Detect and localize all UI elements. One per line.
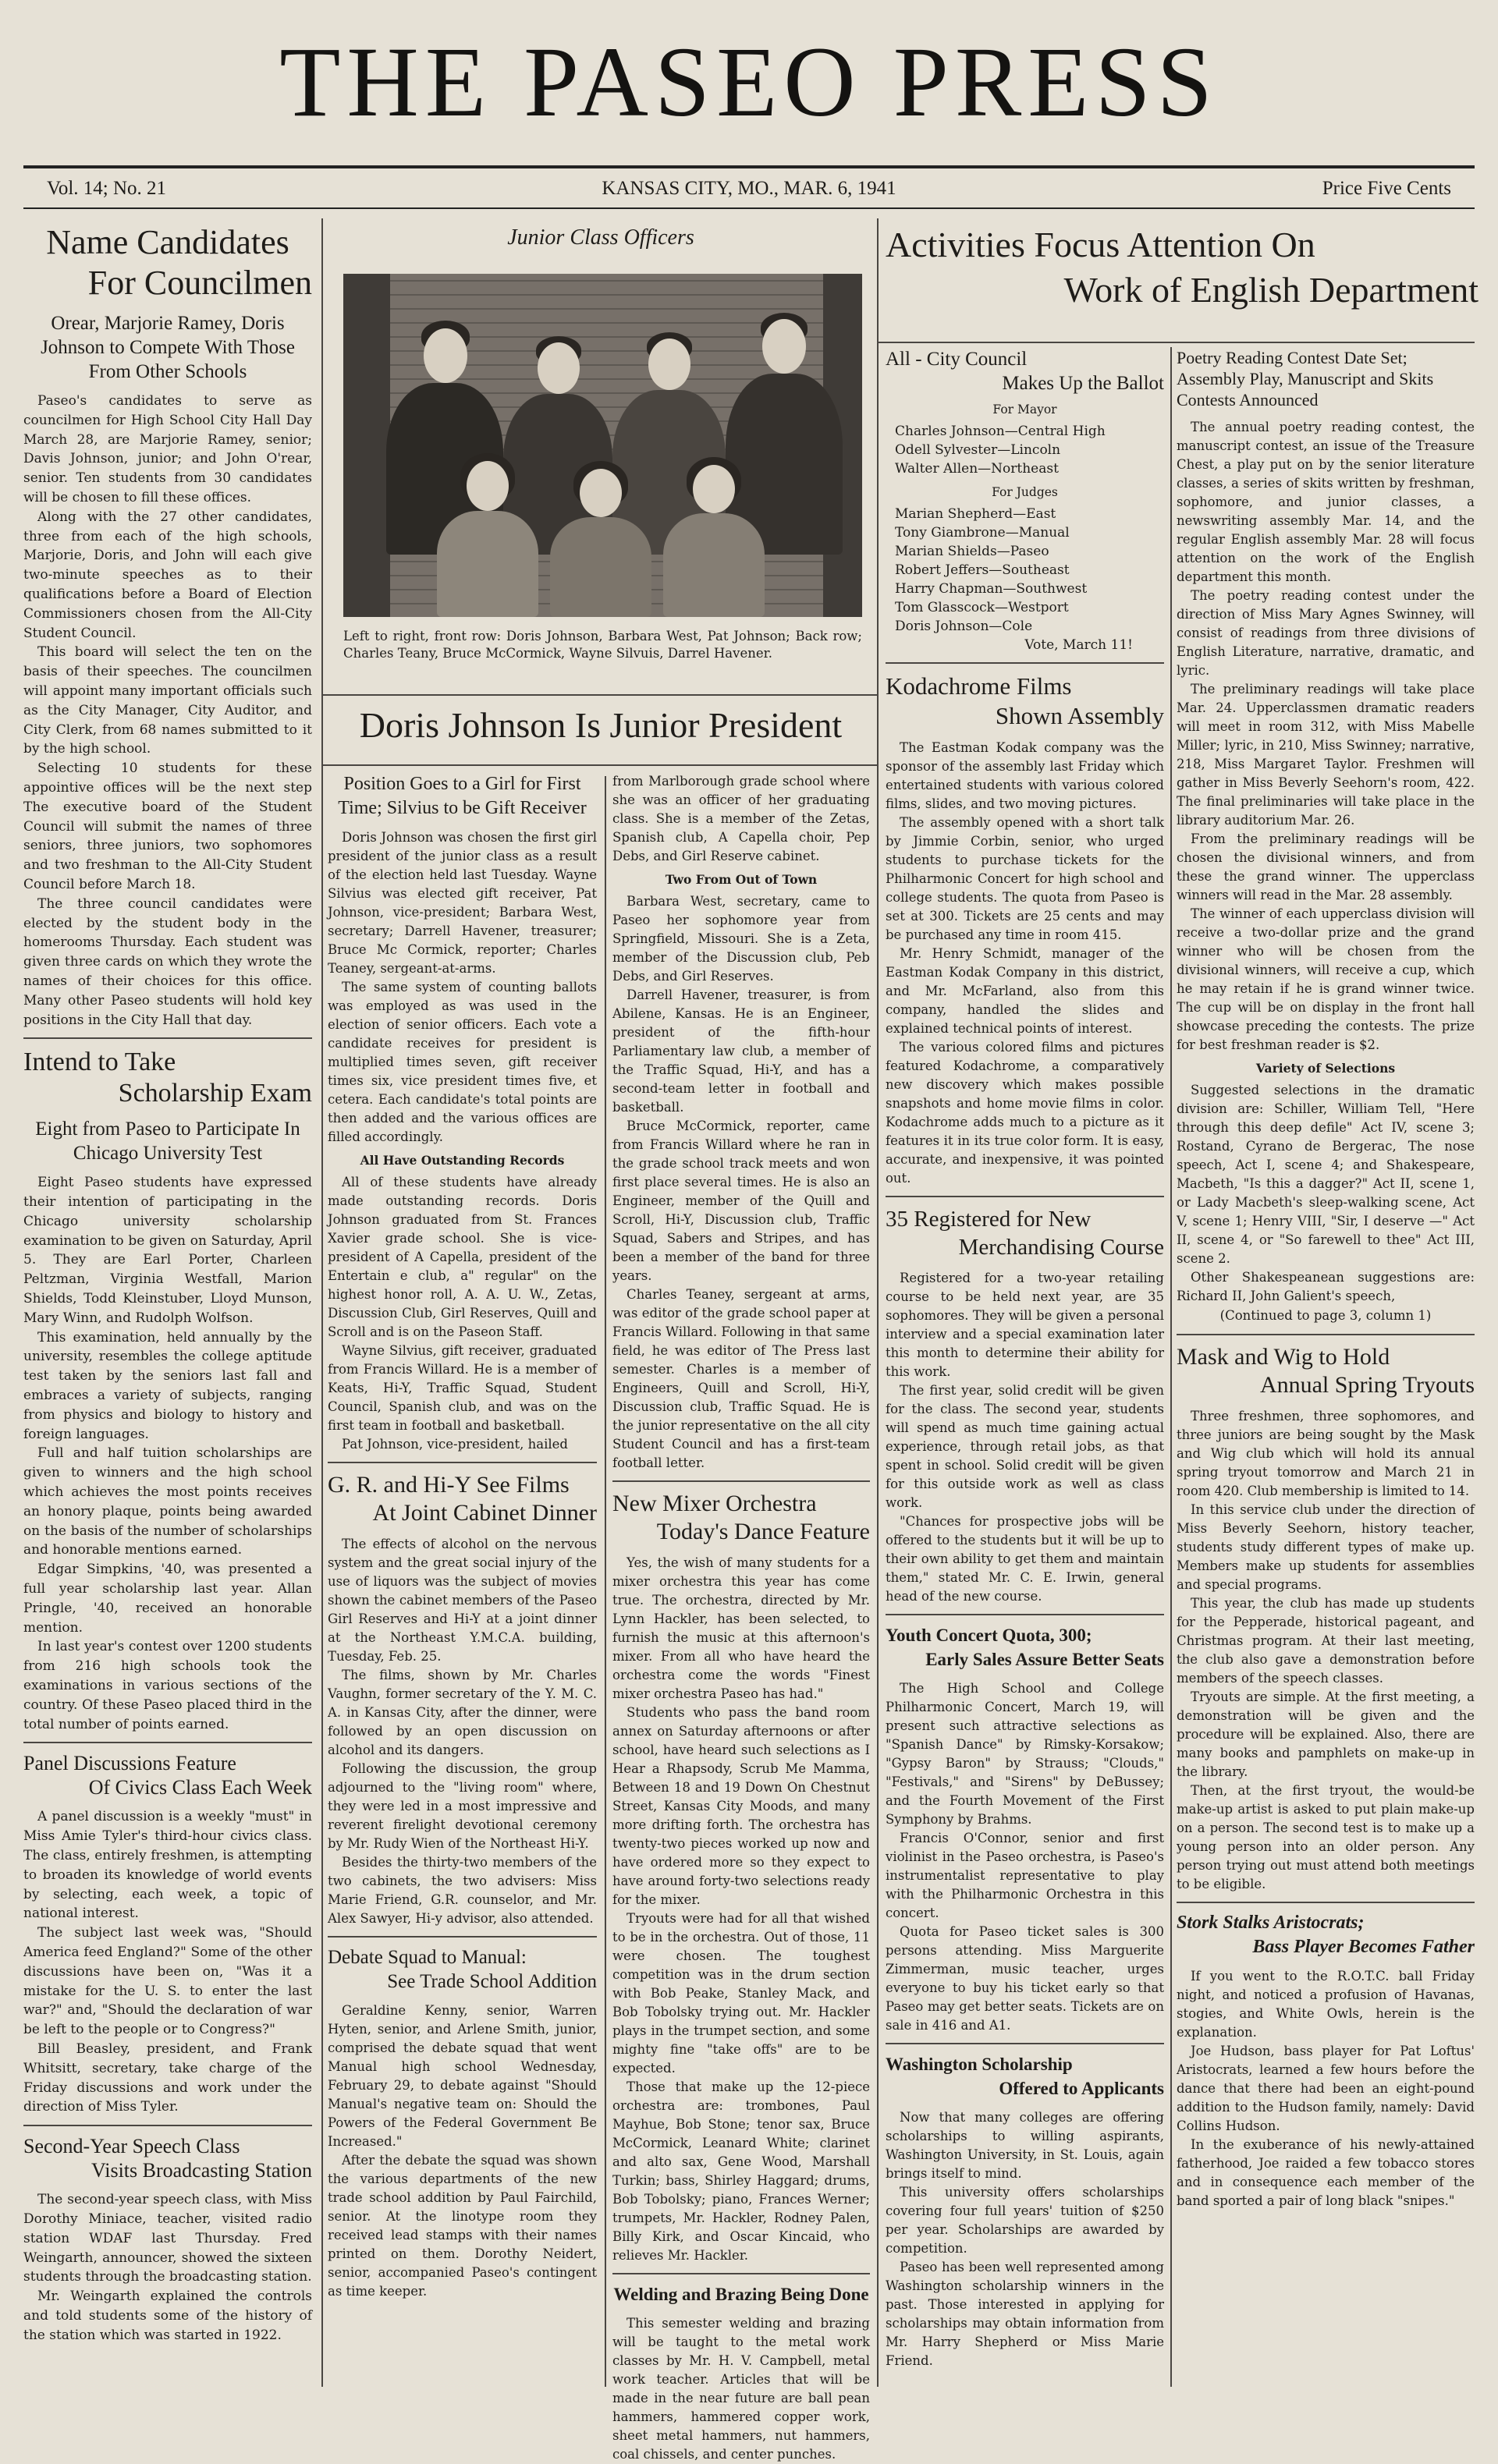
column-rule — [1170, 347, 1172, 2387]
divider — [886, 2043, 1164, 2044]
article-youth-concert — [886, 1623, 1164, 2035]
paragraph: "Chances for prospective jobs will be offered to the students but it will be up to their own ability to get them and maintain them," stated Mr. C. E. Irwin, general head of the new course. — [886, 1514, 1164, 1604]
continued-note: (Continued to page 3, column 1) — [1219, 1308, 1432, 1323]
paragraph: Selecting 10 students for these appointive offices will be the next step The executive board of the Student Council will submit the names of three seniors, three juniors, two sophomores and two freshman to the All-City Student Council before March 18. — [23, 760, 312, 892]
headline-line-2: At Joint Cabinet Dinner — [372, 1500, 597, 1526]
divider — [321, 694, 877, 696]
column-rule — [321, 218, 323, 2387]
article-doris-johnson-continued — [612, 772, 870, 1473]
list-item: Walter Allen—Northeast — [895, 461, 1059, 477]
headline-line-2: Today's Dance Feature — [656, 1519, 870, 1544]
paragraph: The assembly opened with a short talk by Jimmie Corbin, senior, who urged students to purchase tickets for the Philharmonic Concert for high school and college students. The quota from Paseo is set at 300. Tickets are 25 cents and may be purchased any time in room 415. — [886, 815, 1164, 942]
column-3 — [612, 772, 870, 2462]
paragraph: Edgar Simpkins, '40, was presented a full year scholarship last year. Allan Pringle, '40, received an honorable mention. — [23, 1562, 312, 1636]
paragraph: Suggested selections in the dramatic division are: Schiller, William Tell, "Here through this deep defile" Act IV, scene 3; Rostand, Cyrano de Bergerac, The nose speech, Act I, scene 4; and Shakespeare, Macbeth, "Is this a dagger?" Act II, scene 1, or Lady Macbeth's sleep-walking scene, Act V, scene 1; Henry VIII, "Sir, I deserve —" Act II, scene 4, or "So farewell to thee" Act III, scene 2. — [1177, 1083, 1475, 1266]
deck: Position Goes to a Girl for First Time; Silvius to be Gift Receiver — [338, 774, 587, 818]
article-scholarship-exam — [23, 1047, 312, 1734]
subhead: All Have Outstanding Records — [360, 1153, 565, 1168]
article-merchandising-course — [886, 1205, 1164, 1606]
headline: Second-Year Speech Class — [23, 2135, 240, 2158]
divider — [23, 2125, 312, 2126]
headline: Name Candidates — [46, 223, 289, 261]
paragraph: In last year's contest over 1200 students from 216 high schools took the examinations in various sections of the country. Of these Paseo placed third in the total number of points earned. — [23, 1639, 312, 1732]
paragraph: This year, the club has made up students for the Pepperade, historical pageant, and Christmas program. At their last meeting, the club also gave a demonstration before members of the speech classes. — [1177, 1596, 1475, 1686]
paragraph: Barbara West, secretary, came to Paseo her sophomore year from Springfield, Missouri. She is a Zeta, member of the Discussion club, Peb Debs, and Girl Reserves. — [612, 894, 870, 984]
column-4 — [886, 347, 1164, 2387]
paragraph: The subject last week was, "Should America feed England?" Some of the other discussions have been on, "Was it a mistake for the U. S. to enter the last war?" and, "Should the declaration of war be left to the people or to Congress?" — [23, 1925, 312, 2038]
paragraph: The preliminary readings will take place Mar. 24. Upperclassmen dramatic readers will meet in room 312, with Miss Mabelle Miller; lyric, in 210, Miss Swinney; narrative, 218, Miss Margaret Taylor. Freshmen will gather in Miss Beverly Seehorn's room, 422. The final preliminaries will take place in the library auditorium Mar. 26. — [1177, 682, 1475, 828]
list-item: Tom Glasscock—Westport — [895, 600, 1069, 615]
article-mixer-orchestra — [612, 1490, 870, 2265]
paragraph: In the exuberance of his newly-attained fatherhood, Joe raided a few tobacco stores and in consequence each member of the band sported a pair of long black "snipes." — [1177, 2137, 1475, 2208]
junior-officers-photo-block — [332, 222, 870, 690]
headline-line-2: Offered to Applicants — [999, 2079, 1164, 2098]
column-rule — [605, 776, 606, 2387]
list-item: Charles Johnson—Central High — [895, 424, 1106, 439]
headline-line-2: Shown Assembly — [995, 702, 1164, 729]
headline-line-2: Merchandising Course — [958, 1235, 1164, 1260]
article-doris-johnson — [328, 772, 597, 1454]
paragraph: The films, shown by Mr. Charles Vaughn, former secretary of the Y. M. C. A. in Kansas City, after the dinner, were followed by an open discussion on alcohol and its dangers. — [328, 1668, 597, 1757]
paragraph: Charles Teaney, sergeant at arms, was editor of the grade school paper at Francis Willard. Following in that same field, he was editor of The Press last semester. Charles is a member of Engineers, Quill and Scroll, Hi-Y, Discussion club, Traffic Squad. He is the junior representative on the all city Student Council and has a first-team football letter. — [612, 1287, 870, 1470]
subhead: Variety of Selections — [1255, 1061, 1396, 1076]
headline-line-2: Work of English Department — [1063, 270, 1478, 310]
paragraph: Along with the 27 other candidates, three from each of the high schools, Marjorie, Doris, and John will each give two-minute speeches as to their qualifications before a Board of Election Commissioners chosen from the All-City Student Council. — [23, 509, 312, 641]
paragraph: Bill Beasley, president, and Frank Whitsitt, secretary, take charge of the Friday discussions and work under the direction of Miss Tyler. — [23, 2040, 312, 2115]
masthead-rule — [23, 165, 1475, 168]
article-panel-discussions — [23, 1751, 312, 2117]
article-washington-scholarship — [886, 2052, 1164, 2370]
mayor-candidates — [886, 422, 1164, 478]
deck: Eight from Paseo to Participate In Chicago University Test — [35, 1119, 300, 1165]
paragraph: Then, at the first tryout, the would-be make-up artist is asked to put plain make-up on a person. The second test is to make up a young person into an older person. Any person trying out must attend both meetings to be eligible. — [1177, 1783, 1475, 1891]
paragraph: Darrell Havener, treasurer, is from Abilene, Kansas. He is an Engineer, president of the fifth-hour Parliamentary law club, a member of the Traffic Squad, Hi-Y, and has a second-team letter in football and basketball. — [612, 987, 870, 1115]
paragraph: Pat Johnson, vice-president, hailed — [342, 1437, 568, 1452]
paragraph: Bruce McCormick, reporter, came from Francis Willard where he ran in the grade school track meets and won first place several times. He is also an Engineer, member of the Quill and Scroll, Hi-Y, Discussion club, Traffic Squad, Sabers and Stripes, and has been a member of the band for three years. — [612, 1119, 870, 1283]
paragraph: After the debate the squad was shown the various departments of the new trade school addition by Paul Fairchild, senior. At the linotype room they received lead stamps with their names printed on them. Dorothy Neidert, senior, accompanied Paseo's contingent as time keeper. — [328, 2153, 597, 2299]
paragraph: The High School and College Philharmonic Concert, March 19, will present such attractive selections as "Spanish Dance" by Rimsky-Korsakow; "Gypsy Baron" by Strauss; "Clouds," "Festivals," and "Sirens" by DeBussey; and the Fourth Movement of the First Symphony by Brahms. — [886, 1681, 1164, 1827]
divider — [328, 1462, 597, 1463]
divider — [877, 342, 1475, 343]
headline-line-2: Annual Spring Tryouts — [1259, 1372, 1475, 1398]
column-1 — [23, 222, 312, 2391]
article-doris-johnson-headline — [328, 700, 874, 771]
paragraph: Following the discussion, the group adjourned to the "living room" where, they were led in a most impressive and reverent firelight devotional ceremony by Mr. Rudy Wien of the Northeast Hi-Y. — [328, 1761, 597, 1851]
price: Price Five Cents — [1322, 178, 1451, 199]
paragraph: The annual poetry reading contest, the manuscript contest, an issue of the Treasure Chest, a play put on by the senior literature classes, a series of skits written by freshman, sophomore, and junior classes, a newswriting assembly Mar. 14, and the regular English assembly Mar. 28 will focus attention on the work of the English department this month. — [1177, 420, 1475, 584]
divider — [23, 1742, 312, 1743]
paragraph: The winner of each upperclass division will receive a two-dollar prize and the grand winner who will be chosen from the divisional winners, will receive a cup, which he may retain if he is grand winner twice. The cup will be on display in the front hall showcase preceding the contests. The prize for best freshman reader is $2. — [1177, 906, 1475, 1052]
paragraph: Tryouts are simple. At the first meeting, a demonstration will be given and the procedure will be explained. Also, there are many books and pamphlets on make-up in the library. — [1177, 1689, 1475, 1779]
headline: Intend to Take — [23, 1048, 176, 1077]
article-poetry-contest — [1177, 347, 1475, 1326]
vote-date: Vote, March 11! — [1024, 637, 1133, 653]
paragraph: Tryouts were had for all that wished to be in the orchestra. Out of those, 11 were chosen. The toughest competition was in the drum section with Bob Peake, Stanley Mack, and Bob Tobolsky trying out. Mr. Hackler plays in the trumpet section, and some mighty fine "take offs" are to be expected. — [612, 1911, 870, 2076]
headline: All - City Council — [886, 349, 1028, 370]
headline-line-2: Early Sales Assure Better Seats — [925, 1650, 1164, 1669]
headline-line-2: For Councilmen — [87, 264, 312, 302]
subhead: For Mayor — [992, 402, 1057, 417]
dateline — [47, 176, 1451, 204]
paragraph: The first year, solid credit will be given for the class. The second year, students will spend as much time gaining actual experience, through retail jobs, as that spent in school. Solid credit will be given for this outside work as well as class work. — [886, 1383, 1164, 1510]
article-gr-hiy-films — [328, 1471, 597, 1928]
divider — [886, 1196, 1164, 1197]
paragraph: Full and half tuition scholarships are given to winners and the high school which achieves the most points receives an honory plaque, points being awarded on the basis of the number of scholarships and honorable mentions earned. — [23, 1445, 312, 1558]
list-item: Doris Johnson—Cole — [895, 619, 1033, 634]
photo-caption: Left to right, front row: Doris Johnson, Barbara West, Pat Johnson; Back row; Charles Teany, Bruce McCormick, Wayne Silvuis, Darrel Havener. — [343, 629, 862, 661]
paragraph: Other Shakespeanean suggestions are: Richard II, John Galient's speech, — [1177, 1270, 1475, 1303]
list-item: Odell Sylvester—Lincoln — [895, 442, 1061, 458]
person — [437, 453, 538, 617]
place-date: KANSAS CITY, MO., MAR. 6, 1941 — [602, 178, 896, 199]
paragraph: Paseo's candidates to serve as councilmen for High School City Hall Day March 28, are Marjorie Ramey, senior; Davis Johnson, junior; and John O'rear, senior. Ten students from 30 candidates will be chosen to fill these offices. — [23, 393, 312, 505]
paragraph: Yes, the wish of many students for a mixer orchestra this year has come true. The orchestra, directed by Mr. Lynn Hackler, has been selected, to furnish the music at this afternoon's mixer. From all who have heard the orchestra come the words "Finest mixer orchestra Paseo has had." — [612, 1555, 870, 1701]
paragraph: Three freshmen, three sophomores, and three juniors are being sought by the Mask and Wig club which will hold its annual spring tryout tomorrow and March 21 in room 420. Club membership is limited to 14. — [1177, 1409, 1475, 1498]
divider — [328, 1936, 597, 1938]
headline-line-2: Makes Up the Ballot — [1002, 373, 1164, 394]
paragraph: The effects of alcohol on the nervous system and the great social injury of the use of liquors was the subject of movies shown the cabinet members of the Paseo Girl Reserves and Hi-Y at a joint dinner at the Northeast Y.M.C.A. building, Tuesday, Feb. 25. — [328, 1537, 597, 1664]
paragraph: All of these students have already made outstanding records. Doris Johnson graduated from St. Frances Xavier grade school. She is vice-president of A Capella, president of the Entertain e club, a" regular" on the highest honor roll, A. A. U. W., Zetas, Discussion Club, Girl Reserves, Quill and Scroll and is on the Paseon Staff. — [328, 1175, 597, 1339]
paragraph: This semester welding and brazing will be taught to the metal work classes by Mr. H. V. Campbell, metal work teacher. Articles that will be made in the near future are ball pean hammers, hammered copper work, sheet metal hammers, nut hammers, coal chissels, and center punches. — [612, 2316, 870, 2462]
paragraph: Besides the thirty-two members of the two cabinets, the two advisers: Miss Marie Friend, G.R. counselor, and Mr. Alex Sawyer, Hi-y advisor, also attended. — [328, 1855, 597, 1926]
dateline-rule — [23, 207, 1475, 209]
headline: Washington Scholarship — [886, 2055, 1073, 2074]
paragraph: The various colored films and pictures featured Kodachrome, a comparatively new discovery which makes possible snapshots and home movie films in color. Kodachrome adds much to a picture as it features it in its true color form. It is easy, accurate, and inexpensive, it was pointed out. — [886, 1040, 1164, 1186]
headline-line-2: See Trade School Addition — [387, 1971, 597, 1992]
headline-line-2: Visits Broadcasting Station — [91, 2159, 312, 2182]
paragraph: This examination, held annually by the university, resembles the college aptitude test taken by the seniors last fall and embraces a variety of subjects, ranging from physics and biology to history and foreign languages. — [23, 1329, 312, 1442]
headline: Poetry Reading Contest Date Set; Assembly Play, Manuscript and Skits Contests Announced — [1177, 348, 1434, 409]
subhead: For Judges — [992, 485, 1058, 499]
article-mask-and-wig — [1177, 1343, 1475, 1894]
article-speech-class — [23, 2134, 312, 2345]
judge-candidates — [886, 505, 1164, 636]
list-item: Robert Jeffers—Southeast — [895, 562, 1070, 578]
article-welding — [612, 2282, 870, 2464]
headline-line-2: Scholarship Exam — [118, 1079, 312, 1108]
headline: Debate Squad to Manual: — [328, 1947, 527, 1968]
headline: Mask and Wig to Hold — [1177, 1344, 1390, 1370]
paragraph: A panel discussion is a weekly "must" in Miss Amie Tyler's third-hour civics class. The class, entirely freshmen, is attempting to broaden its knowledge of world events by selecting, each week, a topic of national interest. — [23, 1809, 312, 1922]
paragraph: The second-year speech class, with Miss Dorothy Miniace, teacher, visited radio station WDAF last Thursday. Fred Weingarth, announcer, showed the sixteen students through the broadcasting station. — [23, 2192, 312, 2285]
article-all-city-council — [886, 347, 1164, 654]
person — [550, 461, 651, 617]
article-kodachrome — [886, 672, 1164, 1188]
divider — [1177, 1902, 1475, 1903]
paragraph: Paseo has been well represented among Washington scholarship winners in the past. Those interested in applying for scholarships may obtain information from Mr. Harry Shepherd or Miss Marie Friend. — [886, 2260, 1164, 2368]
column-5 — [1177, 347, 1475, 2387]
headline: 35 Registered for New — [886, 1207, 1092, 1232]
list-item: Tony Giambrone—Manual — [895, 525, 1070, 541]
headline: Doris Johnson Is Junior President — [359, 705, 843, 745]
paragraph: Students who pass the band room annex on Saturday afternoons or after school, have heard such selections as I Hear a Rhapsody, Scrub Me Mamma, Between 18 and 19 Down On Chestnut Street, Kansas City Moods, and many more drifting forth. The orchestra has twenty-two pieces worked up now and have ordered more so they expect to have around forty-two selections ready for the mixer. — [612, 1705, 870, 1907]
column-rule — [877, 218, 879, 2387]
paragraph: The same system of counting ballots was employed as was used in the election of senior officers. Each vote a candidate receives for president is multiplied times seven, gift receiver times six, vice president times five, et cetera. Each candidate's total points are then added and the various offices are filled accordingly. — [328, 980, 597, 1144]
divider — [886, 662, 1164, 664]
paragraph: From the preliminary readings will be chosen the divisional winners, and from these the grand winner. The upperclass winners will read in the Mar. 28 assembly. — [1177, 831, 1475, 902]
paragraph: This board will select the ten on the basis of their speeches. The councilmen will appoint many important officials such as the City Manager, City Auditor, and City Clerk, from 68 names submitted to it by the high school. — [23, 644, 312, 757]
paragraph: Eight Paseo students have expressed their intention of participating in the Chicago university scholarship examination to be given on Saturday, April 5. They are Earl Porter, Charleen Peltzman, Virginia Westfall, Marion Shields, Todd Kleinstuber, Lloyd Munson, Mary Winn, and Rudolph Wolfson. — [23, 1175, 312, 1326]
list-item: Marian Shepherd—East — [895, 506, 1056, 522]
headline-line-2: Bass Player Becomes Father — [1252, 1937, 1475, 1957]
headline: New Mixer Orchestra — [612, 1491, 817, 1516]
paragraph: Mr. Henry Schmidt, manager of the Eastman Kodak Company in this district, and Mr. McFarland, also from this company, handled the slides and explained technical points of interest. — [886, 946, 1164, 1036]
junior-class-officers-photo — [343, 274, 862, 617]
paragraph: Now that many colleges are offering scholarships to willing aspirants, Washington University, in St. Louis, again brings itself to mind. — [886, 2110, 1164, 2181]
photo-label: Junior Class Officers — [507, 225, 694, 250]
headline: Welding and Brazing Being Done — [613, 2285, 869, 2304]
column-2 — [328, 772, 597, 2387]
subhead: Two From Out of Town — [665, 872, 818, 887]
paragraph: Doris Johnson was chosen the first girl president of the junior class as a result of the election held last Tuesday. Wayne Silvius was elected gift receiver, Pat Johnson, vice-president; Barbara West, secretary; Darrell Havener, treasurer; Bruce Mc Cormick, reporter; Charles Teaney, sergeant-at-arms. — [328, 830, 597, 976]
paragraph: The Eastman Kodak company was the sponsor of the assembly last Friday which entertained students with various colored films, slides, and two moving pictures. — [886, 740, 1164, 811]
list-item: Harry Chapman—Southwest — [895, 581, 1088, 597]
volume-number: Vol. 14; No. 21 — [47, 178, 167, 199]
deck: Orear, Marjorie Ramey, Doris Johnson to Compete With Those From Other Schools — [41, 313, 295, 382]
divider — [612, 2273, 870, 2274]
headline-line-2: Of Civics Class Each Week — [88, 1776, 312, 1799]
headline: Kodachrome Films — [886, 672, 1072, 700]
headline: Youth Concert Quota, 300; — [886, 1626, 1092, 1645]
paragraph: Geraldine Kenny, senior, Warren Hyten, senior, and Arlene Smith, junior, comprised the debate squad that went Manual high school Wednesday, February 29, to debate against "Should Manual's negative team on: Should the Powers of the Federal Government Be Increased." — [328, 2003, 597, 2149]
divider — [23, 1037, 312, 1039]
paragraph: Joe Hudson, bass player for Pat Loftus' Aristocrats, learned a few hours before the dance that there had been an eight-pound addition to the Hudson family, namely: David Collins Hudson. — [1177, 2044, 1475, 2133]
paragraph: If you went to the R.O.T.C. ball Friday night, and noticed a profusion of Havanas, stogies, and White Owls, herein is the explanation. — [1177, 1969, 1475, 2040]
headline: Stork Stalks Aristocrats; — [1177, 1913, 1365, 1933]
paragraph: Wayne Silvius, gift receiver, graduated from Francis Willard. He is a member of Keats, Hi-Y, Traffic Squad, Student Council, Spanish club, and was on the first team in football and basketball. — [328, 1343, 597, 1433]
article-stork-stalks — [1177, 1911, 1475, 2211]
list-item: Marian Shields—Paseo — [895, 544, 1049, 559]
headline: G. R. and Hi-Y See Films — [328, 1472, 570, 1498]
paragraph: Mr. Weingarth explained the controls and told students some of the history of the station which was started in 1922. — [23, 2289, 312, 2343]
divider — [612, 1480, 870, 1482]
paragraph: Quota for Paseo ticket sales is 300 persons attending. Miss Marguerite Zimmerman, music teacher, urges everyone to buy his ticket early so that Paseo may get better seats. Tickets are on sale in 416 and A1. — [886, 1924, 1164, 2033]
paragraph: Registered for a two-year retailing course to be held next year, are 35 sophomores. They will be given a personal interview and a special examination later this month to determine their ability for this work. — [886, 1271, 1164, 1379]
divider — [1177, 1334, 1475, 1335]
article-debate-squad — [328, 1945, 597, 2301]
headline: Panel Discussions Feature — [23, 1752, 236, 1775]
paragraph: This university offers scholarships covering four full years' tuition of $250 per year. Scholarships are awarded by competition. — [886, 2185, 1164, 2256]
article-english-department-headline — [886, 222, 1478, 339]
paragraph: The three council candidates were elected by the student body in the homerooms Thursday. Each student was given three cards on which they wrote the names of their choices for this office. Many other Paseo students will hold key positions in the City Hall that day. — [23, 895, 312, 1028]
article-name-candidates — [23, 222, 312, 1030]
masthead: THE PASEO PRESS — [279, 27, 1219, 137]
headline: Activities Focus Attention On — [886, 225, 1315, 264]
paragraph: Those that make up the 12-piece orchestra are: trombones, Paul Mayhue, Bob Stone; tenor sax, Bruce McCormick, Leanard White; clarinet and alto sax, Gene Wood, Marshall Turkin; bass, Shirley Haggard; drums, Bob Tobolsky; piano, Frances Werner; trumpets, Mr. Hackler, Rodney Palen, Billy Kirk, and Oscar Kincaid, who relieves Mr. Hackler. — [612, 2079, 870, 2263]
paragraph: from Marlborough grade school where she was an officer of her graduating class. She is a member of the Zetas, Spanish club, A Capella choir, Pep Debs, and Girl Reserve cabinet. — [612, 774, 870, 863]
doorway — [343, 274, 390, 617]
divider — [886, 1614, 1164, 1615]
divider — [321, 764, 877, 766]
paragraph: In this service club under the direction of Miss Beverly Seehorn, history teacher, students study different types of make up. Members make up students for assemblies and special programs. — [1177, 1502, 1475, 1592]
paragraph: Francis O'Connor, senior and first violinist in the Paseo orchestra, is Paseo's instrumentalist representative to play with the Philharmonic Orchestra in this concert. — [886, 1831, 1164, 1920]
person — [663, 457, 765, 617]
paragraph: The poetry reading contest under the direction of Miss Mary Agnes Swinney, will consist of readings from three divisions of English Literature, narrative, dramatic, and lyric. — [1177, 588, 1475, 678]
